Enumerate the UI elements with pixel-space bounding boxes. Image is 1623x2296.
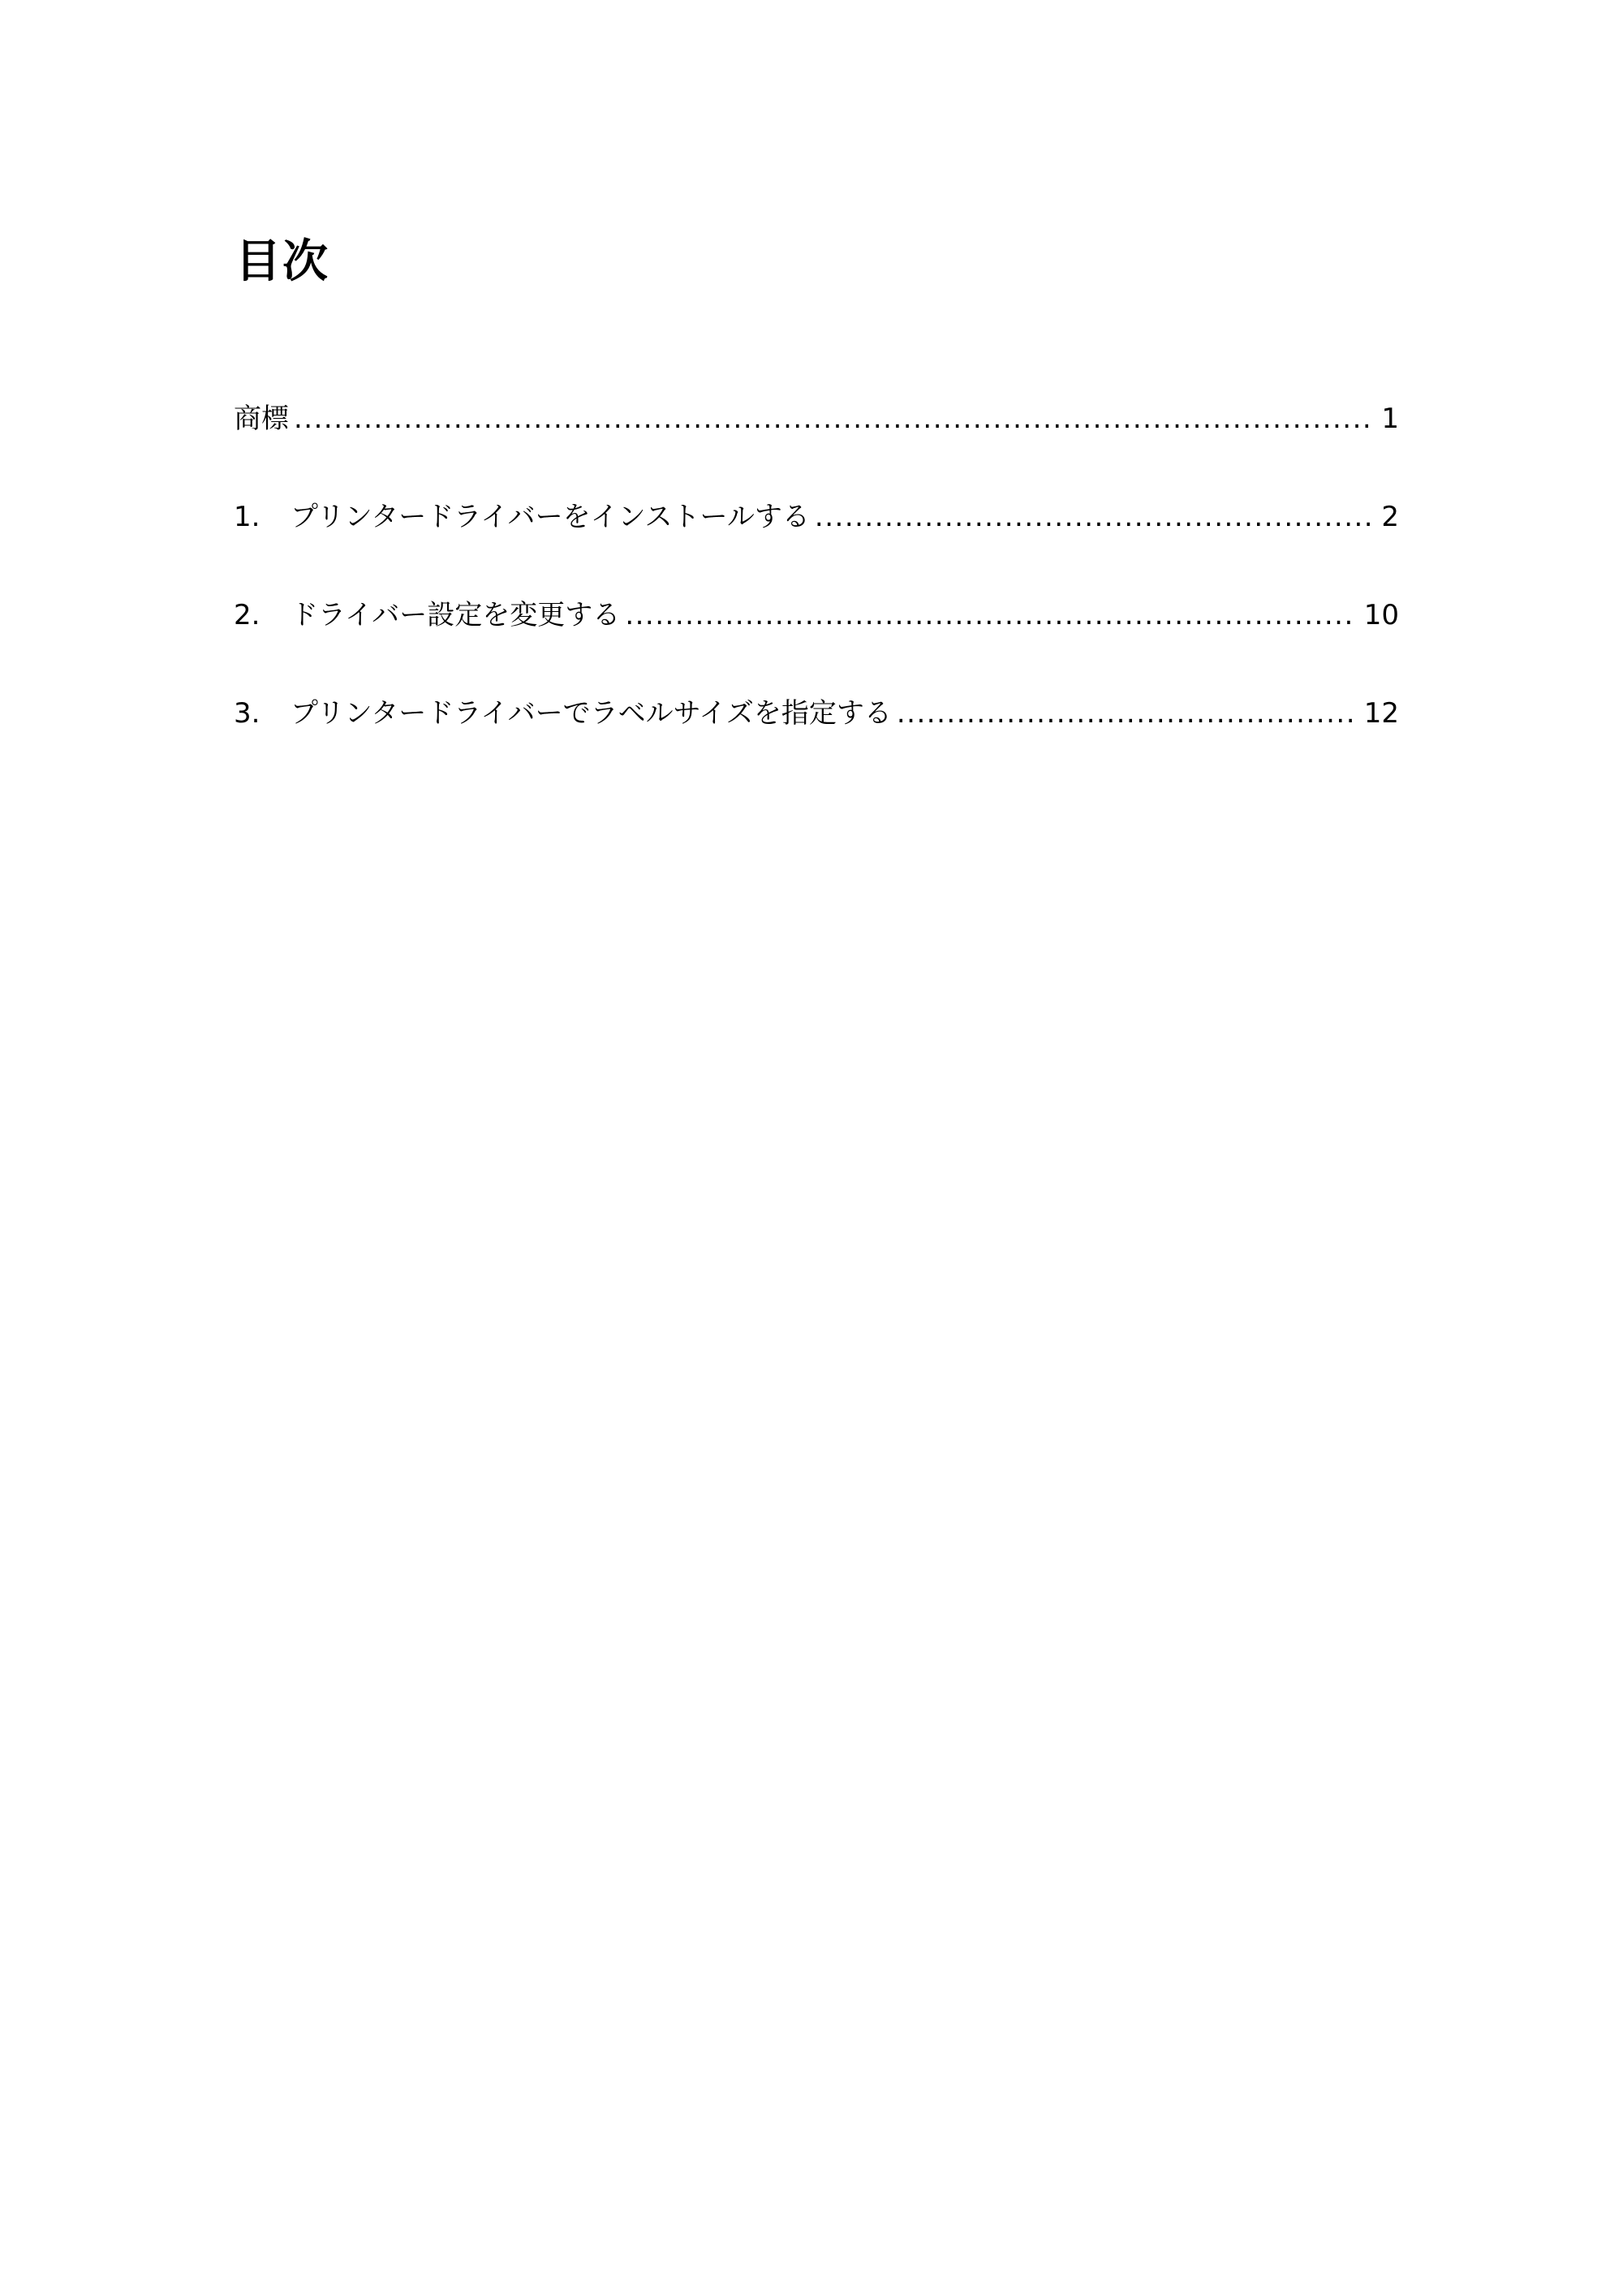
toc-entry-page: 2 — [1381, 501, 1399, 533]
toc-entry-page: 10 — [1363, 599, 1399, 631]
toc-entry-page: 1 — [1381, 403, 1399, 435]
toc-entry-page: 12 — [1363, 697, 1399, 730]
toc-entry-number: 2. — [234, 599, 260, 631]
toc-entry-number: 3. — [234, 697, 260, 730]
toc-dot-leader — [815, 501, 1373, 533]
toc-dot-leader — [625, 599, 1355, 631]
toc-entry-title: プリンタードライバーでラベルサイズを指定する — [291, 697, 892, 730]
toc-entry-label-size[interactable] — [234, 697, 1399, 730]
toc-entry-number: 1. — [234, 501, 260, 533]
toc-entry-install-driver[interactable] — [234, 501, 1399, 533]
toc-dot-leader — [294, 403, 1373, 435]
toc-entry-title: ドライバー設定を変更する — [291, 599, 621, 631]
toc-entry-title: 商標 — [234, 403, 289, 435]
toc-entry-title: プリンタードライバーをインストールする — [291, 501, 810, 533]
toc-heading: 目次 — [235, 235, 329, 288]
toc-entry-trademarks[interactable] — [234, 403, 1399, 435]
table-of-contents — [234, 403, 1399, 730]
toc-entry-change-settings[interactable] — [234, 599, 1399, 631]
toc-dot-leader — [897, 697, 1356, 730]
